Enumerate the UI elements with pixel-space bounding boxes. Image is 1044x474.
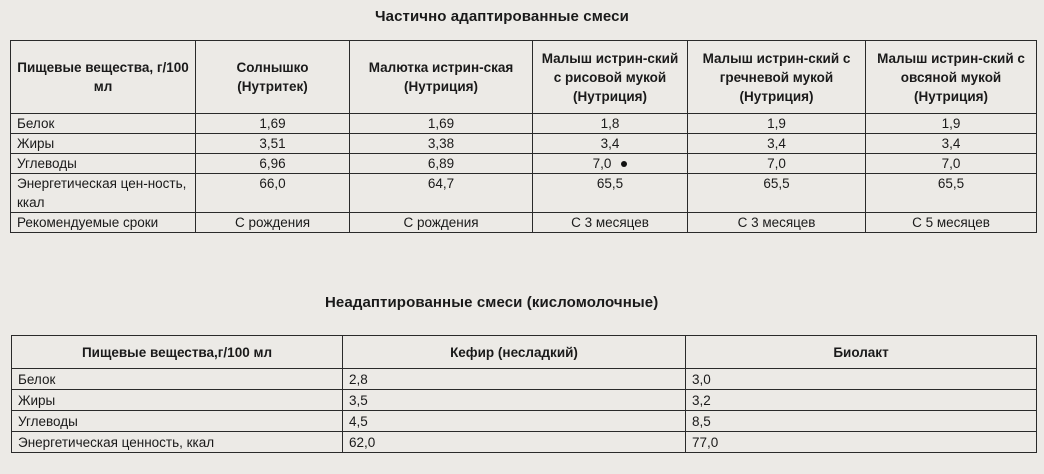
table1-title: Частично адаптированные смеси	[375, 8, 629, 25]
table-cell: 3,51	[196, 134, 350, 154]
table-cell: 1,9	[866, 114, 1037, 134]
partially-adapted-formulas-table	[10, 40, 1037, 233]
table-row	[11, 114, 1037, 134]
table-cell: 2,8	[343, 369, 686, 390]
table-cell: 65,5	[533, 174, 688, 213]
table-cell: С рождения	[196, 213, 350, 233]
row-label: Углеводы	[12, 411, 343, 432]
header-nutrients: Пищевые вещества,г/100 мл	[12, 336, 343, 369]
table-cell: 6,89	[350, 154, 533, 174]
row-label: Жиры	[11, 134, 196, 154]
table-cell: 6,96	[196, 154, 350, 174]
table2-title: Неадаптированные смеси (кисломолочные)	[325, 294, 659, 311]
table-cell: С 3 месяцев	[688, 213, 866, 233]
table-row	[11, 213, 1037, 233]
table-header-row	[12, 336, 1037, 369]
table-cell: 3,0	[686, 369, 1037, 390]
header-kefir: Кефир (несладкий)	[343, 336, 686, 369]
table-header-row	[11, 41, 1037, 114]
table-cell: 3,4	[866, 134, 1037, 154]
table-cell: 4,5	[343, 411, 686, 432]
header-malysh-rice: Малыш истрин-ский с рисовой мукой (Нутриция)	[533, 41, 688, 114]
table-cell	[533, 154, 688, 174]
row-label: Энергетическая цен-ность, ккал	[11, 174, 196, 213]
table-cell: 3,5	[343, 390, 686, 411]
table-row	[11, 134, 1037, 154]
table-cell: С 3 месяцев	[533, 213, 688, 233]
header-malyutka: Малютка истрин-ская (Нутриция)	[350, 41, 533, 114]
table-cell: 7,0	[688, 154, 866, 174]
row-label: Энергетическая ценность, ккал	[12, 432, 343, 453]
table-cell: 66,0	[196, 174, 350, 213]
non-adapted-fermented-formulas-table	[11, 335, 1037, 453]
header-solnyshko: Солнышко (Нутритек)	[196, 41, 350, 114]
table-cell: 3,38	[350, 134, 533, 154]
table-cell: 77,0	[686, 432, 1037, 453]
table-cell: 8,5	[686, 411, 1037, 432]
row-label: Жиры	[12, 390, 343, 411]
table-row	[11, 154, 1037, 174]
table-cell: 62,0	[343, 432, 686, 453]
table-cell: 1,69	[350, 114, 533, 134]
table-cell: 1,8	[533, 114, 688, 134]
header-nutrients: Пищевые вещества, г/100 мл	[11, 41, 196, 114]
table-cell: 3,2	[686, 390, 1037, 411]
table-cell: 7,0	[866, 154, 1037, 174]
cell-value: 7,0	[592, 155, 612, 171]
table-cell: 1,69	[196, 114, 350, 134]
table-cell: С рождения	[350, 213, 533, 233]
table-cell: С 5 месяцев	[866, 213, 1037, 233]
row-label: Углеводы	[11, 154, 196, 174]
table-cell: 1,9	[688, 114, 866, 134]
table-row	[12, 369, 1037, 390]
table-cell: 64,7	[350, 174, 533, 213]
table-cell: 65,5	[866, 174, 1037, 213]
table-cell: 65,5	[688, 174, 866, 213]
table-row	[12, 411, 1037, 432]
row-label: Белок	[12, 369, 343, 390]
table-row	[12, 432, 1037, 453]
row-label: Белок	[11, 114, 196, 134]
table-cell: 3,4	[688, 134, 866, 154]
table-cell: 3,4	[533, 134, 688, 154]
header-malysh-buckwheat: Малыш истрин-ский с гречневой мукой (Нутриция)	[688, 41, 866, 114]
header-biolakt: Биолакт	[686, 336, 1037, 369]
table-row	[12, 390, 1037, 411]
table-row	[11, 174, 1037, 213]
header-malysh-oat: Малыш истрин-ский с овсяной мукой (Нутриция)	[866, 41, 1037, 114]
ink-dot-mark	[621, 161, 627, 167]
row-label: Рекомендуемые сроки	[11, 213, 196, 233]
